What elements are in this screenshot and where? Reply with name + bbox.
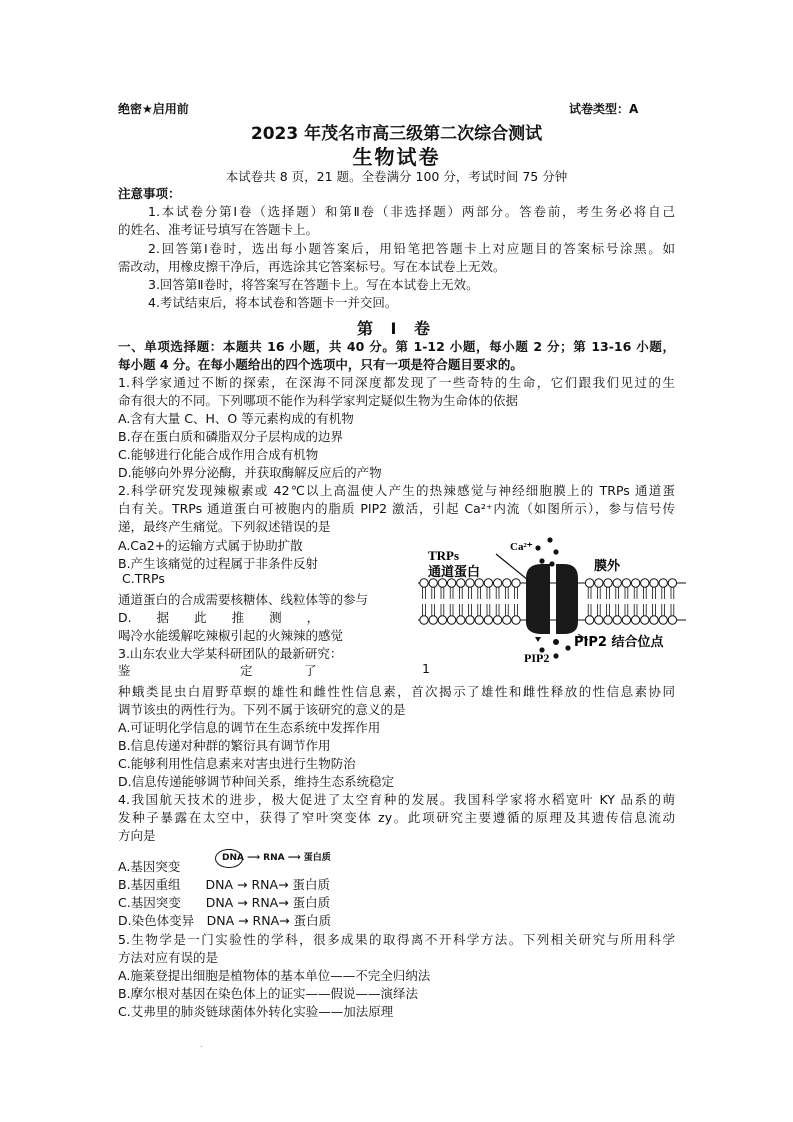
q5-option-a: A.施莱登提出细胞是植物体的基本单位——不完全归纳法 — [118, 968, 431, 983]
section-instructions-1: 一、单项选择题：本题共 16 小题，共 40 分。第 1-12 小题，每小题 2 分；第 13-16 小题， — [118, 339, 675, 354]
paper-type-label: 试卷类型：A — [569, 102, 639, 116]
pip2-molecule — [565, 645, 570, 650]
section-instructions-2: 每小题 4 分。在每小题给出的四个选项中，只有一项是符合题目要求的。 — [118, 357, 523, 372]
q4-option-b: B.基因重组 DNA → RNA→ 蛋白质 — [118, 877, 331, 892]
phospholipid-head — [484, 616, 492, 624]
q3-option-d: D.信息传递能够调节种间关系，维持生态系统稳定 — [118, 774, 395, 789]
q5-option-b: B.摩尔根对基因在染色体上的证实——假说——演绎法 — [118, 986, 419, 1001]
q2-option-c-body: 通道蛋白的合成需要核糖体、线粒体等的参与 — [118, 592, 369, 607]
q2-option-c-head: C.TRPs — [122, 571, 165, 586]
q3-stem-4: 调节该虫的两性行为。下列不属于该研究的意义的是 — [118, 702, 406, 717]
phospholipid-head — [438, 616, 446, 624]
volume-title: 第 Ⅰ 卷 — [356, 319, 437, 338]
q4-stem-3: 方向是 — [118, 828, 156, 843]
q3-stem-2b: 定 — [240, 663, 253, 678]
notice-heading: 注意事项： — [118, 186, 181, 201]
phospholipid-head — [429, 616, 437, 624]
phospholipid-head — [622, 579, 630, 587]
pip2-label: PIP2 — [524, 651, 550, 665]
q3-stem-1: 3.山东农业大学某科研团队的最新研究： — [118, 646, 343, 661]
q3-option-b: B.信息传递对种群的繁衍具有调节作用 — [118, 738, 331, 753]
q3-stem-2a: 鉴 — [118, 663, 131, 678]
outside-label: 膜外 — [594, 559, 621, 574]
q2-option-b: B.产生该痛觉的过程属于非条件反射 — [118, 556, 319, 571]
phospholipid-head — [585, 579, 593, 587]
notice-item-2: 2.回答第Ⅰ卷时，选出每小题答案后，用铅笔把答题卡上对应题目的答案标号涂黑。如 — [148, 241, 675, 256]
pip2-molecule — [553, 639, 559, 645]
phospholipid-head — [659, 616, 667, 624]
phospholipid-head — [622, 616, 630, 624]
ca-label: Ca²⁺ — [510, 541, 533, 553]
phospholipid-head — [613, 579, 621, 587]
q4-option-a-label: A.基因突变 — [118, 859, 181, 874]
ca-ion — [547, 537, 552, 542]
ca-ion — [549, 561, 554, 566]
phospholipid-head — [438, 579, 446, 587]
phospholipid-head — [493, 579, 501, 587]
phospholipid-head — [512, 579, 520, 587]
phospholipid-head — [613, 616, 621, 624]
q3-option-a: A.可证明化学信息的调节在生态系统中发挥作用 — [118, 720, 381, 735]
q2-option-d-head: D. 据 此 推 测 ， — [118, 610, 320, 625]
pip2-molecule — [553, 653, 558, 658]
phospholipid-head — [650, 616, 658, 624]
phospholipid-head — [512, 616, 520, 624]
phospholipid-head — [503, 616, 511, 624]
q1-option-d: D.能够向外界分泌酶，并获取酶解反应后的产物 — [118, 465, 382, 480]
q3-option-c: C.能够利用性信息素来对害虫进行生物防治 — [118, 756, 356, 771]
trps-label-line1: TRPs — [428, 548, 460, 563]
q1-option-b: B.存在蛋白质和磷脂双分子层构成的边界 — [118, 429, 344, 444]
q5-stem-2: 方法对应有误的是 — [118, 950, 219, 965]
exam-info: 本试卷共 8 页，21 题。全卷满分 100 分，考试时间 75 分钟 — [225, 169, 568, 184]
footer-mark: . — [200, 1040, 203, 1049]
phospholipid-head — [585, 616, 593, 624]
q4-stem-1: 4.我国航天技术的进步，极大促进了太空育种的发展。我国科学家将水稻宽叶 KY 品系的萌 — [118, 792, 675, 807]
q1-stem-2: 命有很大的不同。下列哪项不能作为科学家判定疑似生物为生命体的依据 — [118, 393, 519, 408]
phospholipid-head — [595, 579, 603, 587]
phospholipid-head — [631, 616, 639, 624]
trps-channel-right-half — [556, 564, 578, 634]
q5-option-c: C.艾弗里的肺炎链球菌体外转化实验——加法原理 — [118, 1004, 394, 1019]
trps-channel-figure — [418, 536, 698, 666]
binding-site-label: PIP2 结合位点 — [574, 635, 664, 650]
phospholipid-head — [595, 616, 603, 624]
phospholipid-head — [641, 579, 649, 587]
notice-item-3: 3.回答第Ⅱ卷时，将答案写在答题卡上。写在本试卷上无效。 — [148, 277, 479, 292]
q2-option-d-body: 喝冷水能缓解吃辣椒引起的火辣辣的感觉 — [118, 628, 344, 643]
q3-stem-2c: 了 — [304, 663, 317, 678]
q4-option-d: D.染色体变异 DNA → RNA→ 蛋白质 — [118, 913, 332, 928]
phospholipid-head — [420, 579, 428, 587]
q1-option-a: A.含有大量 C、H、O 等元素构成的有机物 — [118, 411, 354, 426]
phospholipid-head — [604, 616, 612, 624]
q1-option-c: C.能够进行化能合成作用合成有机物 — [118, 447, 319, 462]
q2-stem-3: 递，最终产生痛觉。下列叙述错误的是 — [118, 519, 331, 534]
lipid-bilayer — [418, 579, 686, 624]
notice-item-1: 1.本试卷分第Ⅰ卷（选择题）和第Ⅱ卷（非选择题）两部分。答卷前，考生务必将自己 — [148, 204, 675, 219]
q4-option-c: C.基因突变 DNA → RNA→ 蛋白质 — [118, 895, 331, 910]
q1-stem-1: 1.科学家通过不断的探索，在深海不同深度都发现了一些奇特的生命，它们跟我们见过的生 — [118, 375, 675, 390]
notice-item-2-cont: 需改动，用橡皮擦干净后，再选涂其它答案标号。写在本试卷上无效。 — [118, 259, 506, 274]
phospholipid-head — [641, 616, 649, 624]
notice-item-1-cont: 的姓名、准考证号填写在答题卡上。 — [118, 222, 319, 237]
ca-ion — [535, 545, 540, 550]
notice-item-4: 4.考试结束后，将本试卷和答题卡一并交回。 — [148, 295, 398, 310]
trps-channel-left-half — [526, 564, 550, 634]
q4-option-a-flow: DNA ⟶ RNA ⟶ 蛋白质 — [222, 853, 331, 863]
phospholipid-head — [429, 579, 437, 587]
q2-stem-2: 白有关。TRPs 通道蛋白可被胞内的脂质 PIP2 激活，引起 Ca²⁺内流（如图所示），参与信号传 — [118, 501, 675, 516]
ca-ion — [539, 558, 544, 563]
phospholipid-head — [631, 579, 639, 587]
phospholipid-head — [493, 616, 501, 624]
phospholipid-head — [420, 616, 428, 624]
subject-title: 生物试卷 — [352, 145, 441, 169]
ca-ion — [553, 549, 558, 554]
phospholipid-head — [466, 579, 474, 587]
q2-stem-1: 2.科学研究发现辣椒素或 42℃以上高温使人产生的热辣感觉与神经细胞膜上的 TRPs 通道蛋 — [118, 483, 675, 498]
q3-stem-2d: 1 — [422, 661, 430, 676]
q5-stem-1: 5.生物学是一门实验性的学科，很多成果的取得离不开科学方法。下列相关研究与所用科学 — [118, 932, 675, 947]
phospholipid-head — [604, 579, 612, 587]
phospholipid-head — [457, 616, 465, 624]
phospholipid-head — [668, 579, 676, 587]
trps-label-line2: 通道蛋白 — [428, 565, 481, 580]
exam-title: 2023 年茂名市高三级第二次综合测试 — [250, 124, 543, 144]
phospholipid-head — [475, 616, 483, 624]
q2-option-a: A.Ca2+的运输方式属于协助扩散 — [118, 538, 303, 553]
phospholipid-head — [659, 579, 667, 587]
phospholipid-head — [484, 579, 492, 587]
phospholipid-head — [447, 579, 455, 587]
phospholipid-head — [475, 579, 483, 587]
phospholipid-head — [466, 616, 474, 624]
trps-pointer-line — [496, 554, 528, 580]
q3-stem-3: 种蛾类昆虫白眉野草螟的雄性和雌性性信息素，首次揭示了雄性和雌性释放的性信息素协同 — [118, 684, 675, 699]
phospholipid-head — [503, 579, 511, 587]
secret-label: 绝密★启用前 — [118, 102, 189, 116]
phospholipid-head — [668, 616, 676, 624]
phospholipid-head — [447, 616, 455, 624]
phospholipid-head — [457, 579, 465, 587]
q4-stem-2: 发种子暴露在太空中，获得了窄叶突变体 zy。此项研究主要遵循的原理及其遗传信息流动 — [118, 810, 675, 825]
phospholipid-head — [650, 579, 658, 587]
inflow-arrow-icon — [535, 637, 541, 642]
